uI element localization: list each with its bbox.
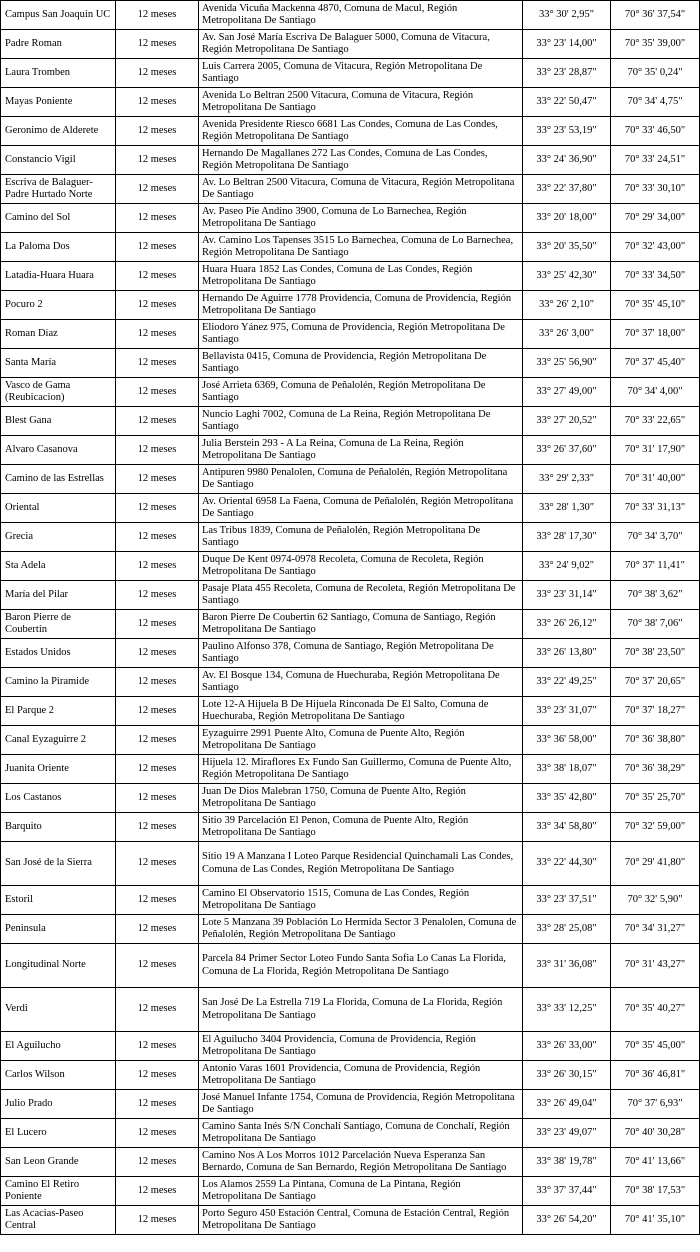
period-cell: 12 meses: [116, 175, 199, 204]
longitude-cell: 70° 33' 30,10": [611, 175, 700, 204]
site-name-cell: Oriental: [1, 494, 116, 523]
site-name-cell: Mayas Poniente: [1, 88, 116, 117]
site-name-cell: Estoril: [1, 886, 116, 915]
site-name-cell: Constancio Vigil: [1, 146, 116, 175]
latitude-cell: 33° 35' 42,80": [523, 784, 611, 813]
latitude-cell: 33° 22' 49,25": [523, 668, 611, 697]
latitude-cell: 33° 38' 18,07": [523, 755, 611, 784]
period-cell: 12 meses: [116, 842, 199, 886]
longitude-cell: 70° 32' 59,00": [611, 813, 700, 842]
latitude-cell: 33° 26' 54,20": [523, 1206, 611, 1235]
table-row: [1, 436, 700, 465]
latitude-cell: 33° 26' 13,80": [523, 639, 611, 668]
latitude-cell: 33° 20' 18,00": [523, 204, 611, 233]
longitude-cell: 70° 32' 43,00": [611, 233, 700, 262]
period-cell: 12 meses: [116, 1119, 199, 1148]
longitude-cell: 70° 36' 37,54": [611, 1, 700, 30]
period-cell: 12 meses: [116, 494, 199, 523]
site-name-cell: Camino de las Estrellas: [1, 465, 116, 494]
latitude-cell: 33° 34' 58,80": [523, 813, 611, 842]
table-row: [1, 523, 700, 552]
table-row: [1, 1119, 700, 1148]
latitude-cell: 33° 36' 58,00": [523, 726, 611, 755]
period-cell: 12 meses: [116, 784, 199, 813]
address-cell: Lote 5 Manzana 39 Población Lo Hermida Sector 3 Penalolen, Comuna de Peñalolén, Región Metropolitana De Santiago: [199, 915, 523, 944]
longitude-cell: 70° 35' 40,27": [611, 988, 700, 1032]
longitude-cell: 70° 34' 31,27": [611, 915, 700, 944]
address-cell: Juan De Dios Malebran 1750, Comuna de Puente Alto, Región Metropolitana De Santiago: [199, 784, 523, 813]
site-name-cell: Blest Gana: [1, 407, 116, 436]
table-row: [1, 755, 700, 784]
address-cell: Sitio 39 Parcelación El Penon, Comuna de Puente Alto, Región Metropolitana De Santiago: [199, 813, 523, 842]
table-row: [1, 581, 700, 610]
table-row: [1, 886, 700, 915]
address-cell: Antonio Varas 1601 Providencia, Comuna de Providencia, Región Metropolitana De Santiago: [199, 1061, 523, 1090]
table-row: [1, 175, 700, 204]
site-name-cell: Roman Diaz: [1, 320, 116, 349]
table-row: [1, 494, 700, 523]
longitude-cell: 70° 32' 5,90": [611, 886, 700, 915]
latitude-cell: 33° 23' 37,51": [523, 886, 611, 915]
site-name-cell: Sta Adela: [1, 552, 116, 581]
longitude-cell: 70° 34' 4,75": [611, 88, 700, 117]
site-name-cell: Verdi: [1, 988, 116, 1032]
site-name-cell: Baron Pierre de Coubertin: [1, 610, 116, 639]
address-cell: Paulino Alfonso 378, Comuna de Santiago, Región Metropolitana De Santiago: [199, 639, 523, 668]
address-cell: Luis Carrera 2005, Comuna de Vitacura, Región Metropolitana De Santiago: [199, 59, 523, 88]
period-cell: 12 meses: [116, 378, 199, 407]
longitude-cell: 70° 33' 46,50": [611, 117, 700, 146]
period-cell: 12 meses: [116, 88, 199, 117]
longitude-cell: 70° 37' 6,93": [611, 1090, 700, 1119]
table-row: [1, 639, 700, 668]
address-cell: Avenida Presidente Riesco 6681 Las Condes, Comuna de Las Condes, Región Metropolitana De Santiago: [199, 117, 523, 146]
table-row: [1, 988, 700, 1032]
period-cell: 12 meses: [116, 755, 199, 784]
table-row: [1, 784, 700, 813]
latitude-cell: 33° 30' 2,95": [523, 1, 611, 30]
longitude-cell: 70° 35' 25,70": [611, 784, 700, 813]
latitude-cell: 33° 26' 26,12": [523, 610, 611, 639]
latitude-cell: 33° 31' 36,08": [523, 944, 611, 988]
longitude-cell: 70° 33' 34,50": [611, 262, 700, 291]
period-cell: 12 meses: [116, 726, 199, 755]
latitude-cell: 33° 29' 2,33": [523, 465, 611, 494]
address-cell: Hernando De Aguirre 1778 Providencia, Comuna de Providencia, Región Metropolitana De Santiago: [199, 291, 523, 320]
latitude-cell: 33° 23' 53,19": [523, 117, 611, 146]
site-name-cell: El Aguilucho: [1, 1032, 116, 1061]
table-row: [1, 465, 700, 494]
longitude-cell: 70° 33' 22,65": [611, 407, 700, 436]
site-name-cell: Grecia: [1, 523, 116, 552]
period-cell: 12 meses: [116, 581, 199, 610]
address-cell: Av. El Bosque 134, Comuna de Huechuraba, Región Metropolitana De Santiago: [199, 668, 523, 697]
address-cell: Huara Huara 1852 Las Condes, Comuna de Las Condes, Región Metropolitana De Santiago: [199, 262, 523, 291]
table-row: [1, 1148, 700, 1177]
period-cell: 12 meses: [116, 523, 199, 552]
period-cell: 12 meses: [116, 59, 199, 88]
table-row: [1, 944, 700, 988]
table-row: [1, 59, 700, 88]
table-row: [1, 668, 700, 697]
table-row: [1, 726, 700, 755]
sites-table-body: [1, 1, 700, 1235]
period-cell: 12 meses: [116, 552, 199, 581]
latitude-cell: 33° 28' 1,30": [523, 494, 611, 523]
latitude-cell: 33° 24' 36,90": [523, 146, 611, 175]
table-row: [1, 915, 700, 944]
address-cell: Las Tribus 1839, Comuna de Peñalolén, Región Metropolitana De Santiago: [199, 523, 523, 552]
address-cell: Av. Camino Los Tapenses 3515 Lo Barnechea, Comuna de Lo Barnechea, Región Metropolitana De Santiago: [199, 233, 523, 262]
table-row: [1, 407, 700, 436]
period-cell: 12 meses: [116, 291, 199, 320]
latitude-cell: 33° 26' 2,10": [523, 291, 611, 320]
site-name-cell: Longitudinal Norte: [1, 944, 116, 988]
period-cell: 12 meses: [116, 117, 199, 146]
latitude-cell: 33° 26' 49,04": [523, 1090, 611, 1119]
site-name-cell: San José de la Sierra: [1, 842, 116, 886]
latitude-cell: 33° 22' 50,47": [523, 88, 611, 117]
table-row: [1, 1, 700, 30]
latitude-cell: 33° 38' 19,78": [523, 1148, 611, 1177]
table-row: [1, 291, 700, 320]
site-name-cell: Estados Unidos: [1, 639, 116, 668]
longitude-cell: 70° 41' 13,66": [611, 1148, 700, 1177]
period-cell: 12 meses: [116, 465, 199, 494]
table-row: [1, 146, 700, 175]
site-name-cell: Peninsula: [1, 915, 116, 944]
table-row: [1, 1206, 700, 1235]
period-cell: 12 meses: [116, 886, 199, 915]
longitude-cell: 70° 36' 46,81": [611, 1061, 700, 1090]
latitude-cell: 33° 27' 20,52": [523, 407, 611, 436]
address-cell: Pasaje Plata 455 Recoleta, Comuna de Recoleta, Región Metropolitana De Santiago: [199, 581, 523, 610]
longitude-cell: 70° 29' 41,80": [611, 842, 700, 886]
longitude-cell: 70° 31' 17,90": [611, 436, 700, 465]
address-cell: José Manuel Infante 1754, Comuna de Providencia, Región Metropolitana De Santiago: [199, 1090, 523, 1119]
period-cell: 12 meses: [116, 915, 199, 944]
address-cell: Lote 12-A Hijuela B De Hijuela Rinconada De El Salto, Comuna de Huechuraba, Región Metropolitana De Santiago: [199, 697, 523, 726]
longitude-cell: 70° 37' 20,65": [611, 668, 700, 697]
table-row: [1, 88, 700, 117]
address-cell: Camino Nos A Los Morros 1012 Parcelación Nueva Esperanza San Bernardo, Comuna de San Bernardo, Región Metropolitana De Santiago: [199, 1148, 523, 1177]
period-cell: 12 meses: [116, 697, 199, 726]
table-row: [1, 204, 700, 233]
address-cell: Antipuren 9980 Penalolen, Comuna de Peñalolén, Región Metropolitana De Santiago: [199, 465, 523, 494]
latitude-cell: 33° 22' 37,80": [523, 175, 611, 204]
latitude-cell: 33° 22' 44,30": [523, 842, 611, 886]
address-cell: Av. Lo Beltran 2500 Vitacura, Comuna de Vitacura, Región Metropolitana De Santiago: [199, 175, 523, 204]
longitude-cell: 70° 33' 24,51": [611, 146, 700, 175]
period-cell: 12 meses: [116, 610, 199, 639]
latitude-cell: 33° 26' 37,60": [523, 436, 611, 465]
period-cell: 12 meses: [116, 813, 199, 842]
latitude-cell: 33° 20' 35,50": [523, 233, 611, 262]
table-row: [1, 1090, 700, 1119]
address-cell: Los Alamos 2559 La Pintana, Comuna de La Pintana, Región Metropolitana De Santiago: [199, 1177, 523, 1206]
site-name-cell: Santa María: [1, 349, 116, 378]
table-row: [1, 262, 700, 291]
site-name-cell: El Parque 2: [1, 697, 116, 726]
period-cell: 12 meses: [116, 407, 199, 436]
site-name-cell: Julio Prado: [1, 1090, 116, 1119]
latitude-cell: 33° 25' 56,90": [523, 349, 611, 378]
period-cell: 12 meses: [116, 668, 199, 697]
site-name-cell: Escriva de Balaguer-Padre Hurtado Norte: [1, 175, 116, 204]
period-cell: 12 meses: [116, 349, 199, 378]
site-name-cell: Laura Tromben: [1, 59, 116, 88]
address-cell: Bellavista 0415, Comuna de Providencia, Región Metropolitana De Santiago: [199, 349, 523, 378]
latitude-cell: 33° 23' 28,87": [523, 59, 611, 88]
period-cell: 12 meses: [116, 262, 199, 291]
latitude-cell: 33° 25' 42,30": [523, 262, 611, 291]
site-name-cell: Camino la Piramide: [1, 668, 116, 697]
longitude-cell: 70° 37' 45,40": [611, 349, 700, 378]
longitude-cell: 70° 38' 17,53": [611, 1177, 700, 1206]
period-cell: 12 meses: [116, 1090, 199, 1119]
address-cell: Av. San José María Escriva De Balaguer 5000, Comuna de Vitacura, Región Metropolitana De Santiago: [199, 30, 523, 59]
latitude-cell: 33° 37' 37,44": [523, 1177, 611, 1206]
longitude-cell: 70° 41' 35,10": [611, 1206, 700, 1235]
site-name-cell: Los Castanos: [1, 784, 116, 813]
longitude-cell: 70° 34' 4,00": [611, 378, 700, 407]
address-cell: Hernando De Magallanes 272 Las Condes, Comuna de Las Condes, Región Metropolitana De Santiago: [199, 146, 523, 175]
period-cell: 12 meses: [116, 1, 199, 30]
address-cell: Sitio 19 A Manzana I Loteo Parque Residencial Quinchamali Las Condes, Comuna de Las Condes, Región Metropolitana De Santiago: [199, 842, 523, 886]
longitude-cell: 70° 35' 39,00": [611, 30, 700, 59]
site-name-cell: El Lucero: [1, 1119, 116, 1148]
longitude-cell: 70° 34' 3,70": [611, 523, 700, 552]
site-name-cell: Alvaro Casanova: [1, 436, 116, 465]
table-row: [1, 1061, 700, 1090]
table-row: [1, 378, 700, 407]
site-name-cell: Padre Roman: [1, 30, 116, 59]
longitude-cell: 70° 35' 45,10": [611, 291, 700, 320]
table-row: [1, 233, 700, 262]
site-name-cell: Campus San Joaquin UC: [1, 1, 116, 30]
table-row: [1, 842, 700, 886]
address-cell: Eliodoro Yánez 975, Comuna de Providencia, Región Metropolitana De Santiago: [199, 320, 523, 349]
site-name-cell: Geronimo de Alderete: [1, 117, 116, 146]
address-cell: San José De La Estrella 719 La Florida, Comuna de La Florida, Región Metropolitana De Santiago: [199, 988, 523, 1032]
longitude-cell: 70° 37' 18,00": [611, 320, 700, 349]
address-cell: Av. Oriental 6958 La Faena, Comuna de Peñalolén, Región Metropolitana De Santiago: [199, 494, 523, 523]
table-row: [1, 552, 700, 581]
period-cell: 12 meses: [116, 204, 199, 233]
site-name-cell: Camino del Sol: [1, 204, 116, 233]
period-cell: 12 meses: [116, 1032, 199, 1061]
site-name-cell: Vasco de Gama (Reubicacion): [1, 378, 116, 407]
site-name-cell: María del Pilar: [1, 581, 116, 610]
table-row: [1, 349, 700, 378]
latitude-cell: 33° 27' 49,00": [523, 378, 611, 407]
address-cell: José Arrieta 6369, Comuna de Peñalolén, Región Metropolitana De Santiago: [199, 378, 523, 407]
address-cell: Nuncio Laghi 7002, Comuna de La Reina, Región Metropolitana De Santiago: [199, 407, 523, 436]
site-name-cell: Pocuro 2: [1, 291, 116, 320]
address-cell: Julia Berstein 293 - A La Reina, Comuna de La Reina, Región Metropolitana De Santiago: [199, 436, 523, 465]
table-row: [1, 30, 700, 59]
table-row: [1, 117, 700, 146]
site-name-cell: San Leon Grande: [1, 1148, 116, 1177]
longitude-cell: 70° 33' 31,13": [611, 494, 700, 523]
longitude-cell: 70° 38' 3,62": [611, 581, 700, 610]
table-row: [1, 813, 700, 842]
address-cell: El Aguilucho 3404 Providencia, Comuna de Providencia, Región Metropolitana De Santiago: [199, 1032, 523, 1061]
site-name-cell: Barquito: [1, 813, 116, 842]
latitude-cell: 33° 23' 31,07": [523, 697, 611, 726]
longitude-cell: 70° 31' 40,00": [611, 465, 700, 494]
address-cell: Eyzaguirre 2991 Puente Alto, Comuna de Puente Alto, Región Metropolitana De Santiago: [199, 726, 523, 755]
longitude-cell: 70° 35' 45,00": [611, 1032, 700, 1061]
site-name-cell: Canal Eyzaguirre 2: [1, 726, 116, 755]
period-cell: 12 meses: [116, 146, 199, 175]
period-cell: 12 meses: [116, 233, 199, 262]
period-cell: 12 meses: [116, 944, 199, 988]
address-cell: Av. Paseo Pie Andino 3900, Comuna de Lo Barnechea, Región Metropolitana De Santiago: [199, 204, 523, 233]
table-row: [1, 1032, 700, 1061]
address-cell: Avenida Vicuña Mackenna 4870, Comuna de Macul, Región Metropolitana De Santiago: [199, 1, 523, 30]
address-cell: Porto Seguro 450 Estación Central, Comuna de Estación Central, Región Metropolitana De Santiago: [199, 1206, 523, 1235]
latitude-cell: 33° 33' 12,25": [523, 988, 611, 1032]
site-name-cell: Carlos Wilson: [1, 1061, 116, 1090]
address-cell: Camino El Observatorio 1515, Comuna de Las Condes, Región Metropolitana De Santiago: [199, 886, 523, 915]
period-cell: 12 meses: [116, 320, 199, 349]
latitude-cell: 33° 26' 30,15": [523, 1061, 611, 1090]
site-name-cell: Las Acacias-Paseo Central: [1, 1206, 116, 1235]
address-cell: Duque De Kent 0974-0978 Recoleta, Comuna de Recoleta, Región Metropolitana De Santiago: [199, 552, 523, 581]
address-cell: Hijuela 12. Miraflores Ex Fundo San Guillermo, Comuna de Puente Alto, Región Metropolitana De Santiago: [199, 755, 523, 784]
latitude-cell: 33° 28' 17,30": [523, 523, 611, 552]
latitude-cell: 33° 23' 49,07": [523, 1119, 611, 1148]
site-name-cell: Camino El Retiro Poniente: [1, 1177, 116, 1206]
longitude-cell: 70° 36' 38,80": [611, 726, 700, 755]
period-cell: 12 meses: [116, 30, 199, 59]
address-cell: Parcela 84 Primer Sector Loteo Fundo Santa Sofia Lo Canas La Florida, Comuna de La Florida, Región Metropolitana De Santiago: [199, 944, 523, 988]
period-cell: 12 meses: [116, 1206, 199, 1235]
latitude-cell: 33° 23' 14,00": [523, 30, 611, 59]
longitude-cell: 70° 35' 0,24": [611, 59, 700, 88]
longitude-cell: 70° 29' 34,00": [611, 204, 700, 233]
period-cell: 12 meses: [116, 639, 199, 668]
latitude-cell: 33° 26' 3,00": [523, 320, 611, 349]
period-cell: 12 meses: [116, 1177, 199, 1206]
latitude-cell: 33° 28' 25,08": [523, 915, 611, 944]
latitude-cell: 33° 24' 9,02": [523, 552, 611, 581]
table-row: [1, 610, 700, 639]
period-cell: 12 meses: [116, 1061, 199, 1090]
longitude-cell: 70° 36' 38,29": [611, 755, 700, 784]
longitude-cell: 70° 38' 7,06": [611, 610, 700, 639]
period-cell: 12 meses: [116, 988, 199, 1032]
site-name-cell: La Paloma Dos: [1, 233, 116, 262]
period-cell: 12 meses: [116, 436, 199, 465]
address-cell: Camino Santa Inés S/N Conchalí Santiago, Comuna de Conchalí, Región Metropolitana De Santiago: [199, 1119, 523, 1148]
table-row: [1, 320, 700, 349]
longitude-cell: 70° 37' 11,41": [611, 552, 700, 581]
period-cell: 12 meses: [116, 1148, 199, 1177]
latitude-cell: 33° 23' 31,14": [523, 581, 611, 610]
table-row: [1, 1177, 700, 1206]
table-row: [1, 697, 700, 726]
longitude-cell: 70° 40' 30,28": [611, 1119, 700, 1148]
address-cell: Baron Pierre De Coubertin 62 Santiago, Comuna de Santiago, Región Metropolitana De Santiago: [199, 610, 523, 639]
address-cell: Avenida Lo Beltran 2500 Vitacura, Comuna de Vitacura, Región Metropolitana De Santiago: [199, 88, 523, 117]
latitude-cell: 33° 26' 33,00": [523, 1032, 611, 1061]
longitude-cell: 70° 38' 23,50": [611, 639, 700, 668]
longitude-cell: 70° 37' 18,27": [611, 697, 700, 726]
site-name-cell: Latadia-Huara Huara: [1, 262, 116, 291]
longitude-cell: 70° 31' 43,27": [611, 944, 700, 988]
site-name-cell: Juanita Oriente: [1, 755, 116, 784]
